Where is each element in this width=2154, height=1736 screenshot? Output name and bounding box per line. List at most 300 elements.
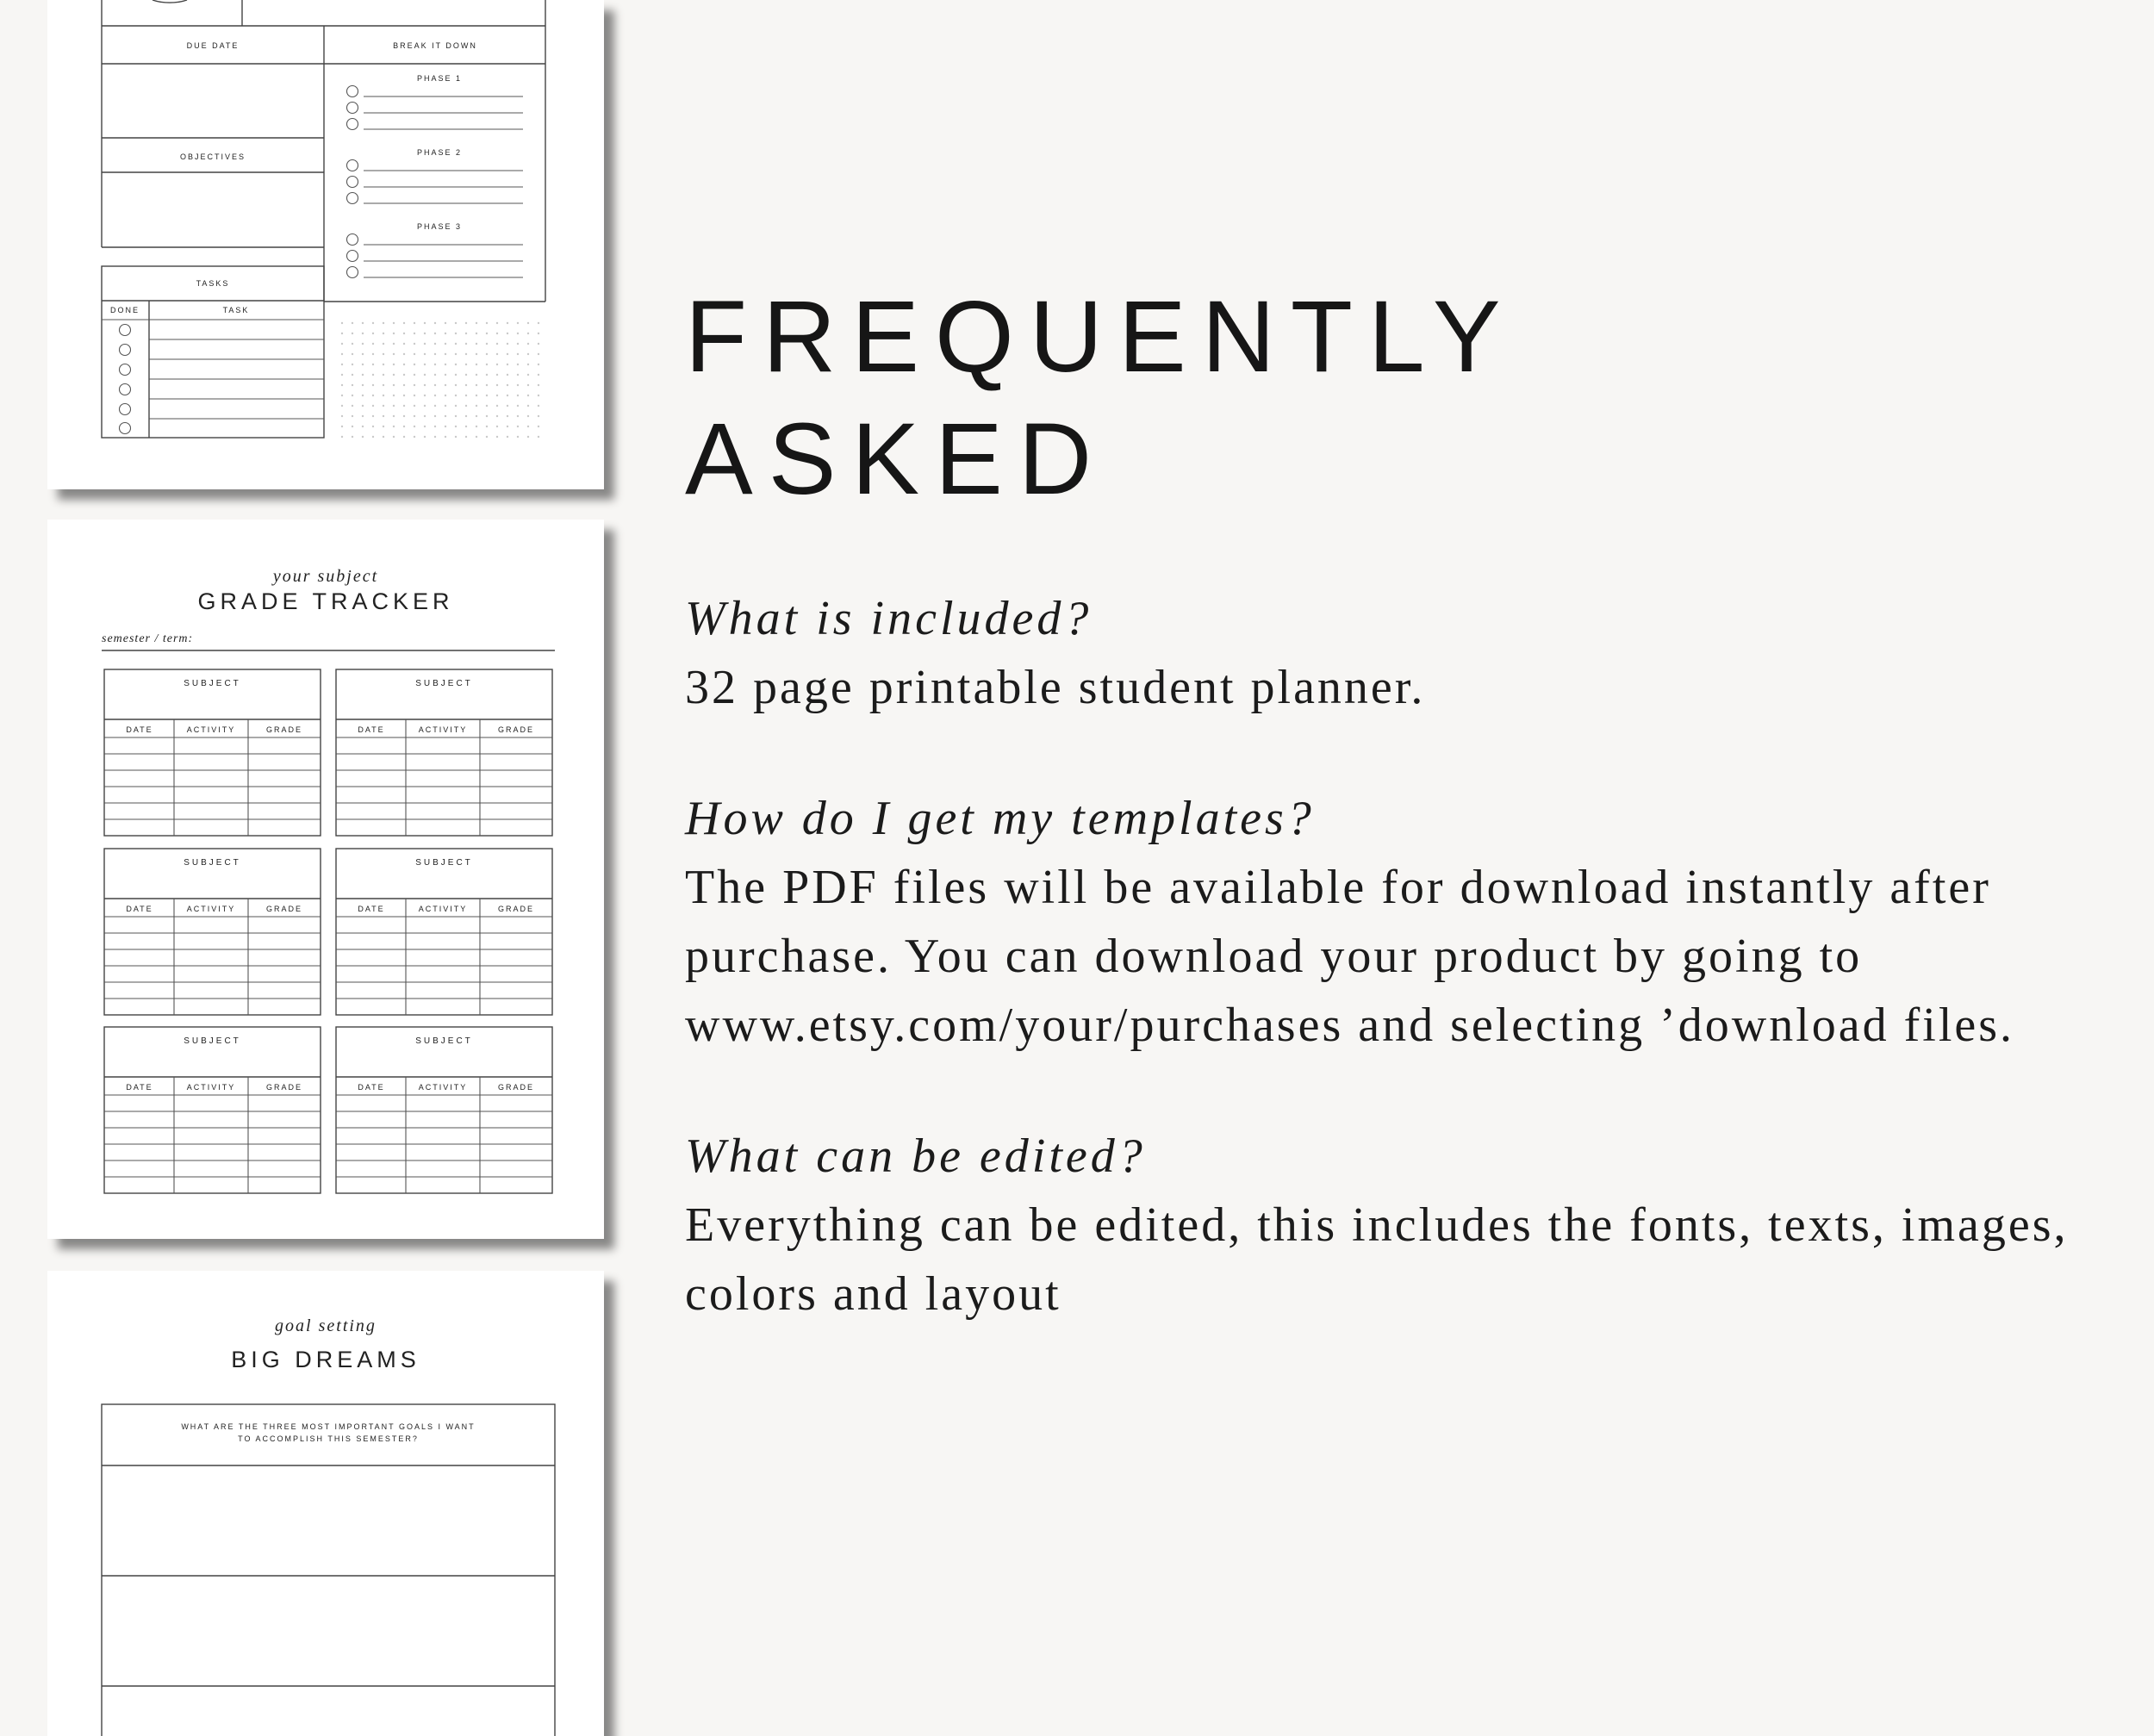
grid-dot — [465, 426, 467, 427]
grid-dot — [424, 322, 426, 324]
grid-dot — [507, 395, 508, 396]
grade-column-label: GRADE — [497, 905, 535, 913]
grid-dot — [496, 353, 498, 355]
grid-dot — [403, 353, 405, 355]
grid-dot — [517, 374, 519, 376]
grid-dot — [476, 343, 477, 345]
grid-dot — [527, 436, 529, 438]
grid-dot — [517, 333, 519, 334]
grid-dot — [352, 322, 353, 324]
activity-column-label: ACTIVITY — [186, 1083, 236, 1092]
grid-dot — [424, 364, 426, 365]
grid-dot — [403, 436, 405, 438]
grid-dot — [465, 384, 467, 386]
grade-column-label: GRADE — [265, 1083, 303, 1092]
grid-dot — [403, 343, 405, 345]
grid-dot — [538, 322, 539, 324]
grid-dot — [372, 322, 374, 324]
grade-column-label: GRADE — [265, 905, 303, 913]
grid-dot — [445, 405, 446, 407]
grid-dot — [538, 426, 539, 427]
grid-dot — [362, 405, 364, 407]
grid-dot — [393, 436, 395, 438]
goal-prompt-line-2: TO ACCOMPLISH THIS SEMESTER? — [238, 1434, 419, 1443]
grid-dot — [455, 364, 457, 365]
phase-3-label: PHASE 3 — [416, 222, 463, 231]
grid-dot — [455, 353, 457, 355]
grid-dot — [455, 426, 457, 427]
grid-dot — [445, 415, 446, 417]
grid-dot — [393, 343, 395, 345]
grid-dot — [476, 395, 477, 396]
grid-dot — [424, 343, 426, 345]
grid-dot — [445, 333, 446, 334]
grid-dot — [445, 395, 446, 396]
grid-dot — [362, 426, 364, 427]
grid-dot — [527, 364, 529, 365]
grid-dot — [424, 374, 426, 376]
grid-dot — [496, 384, 498, 386]
grid-dot — [424, 436, 426, 438]
grid-dot — [341, 405, 343, 407]
grid-dot — [527, 343, 529, 345]
grid-dot — [517, 364, 519, 365]
grid-dot — [496, 333, 498, 334]
subject-card — [104, 849, 321, 1015]
grid-dot — [414, 426, 415, 427]
grid-dot — [434, 436, 436, 438]
grid-dot — [393, 426, 395, 427]
grid-dot — [507, 343, 508, 345]
grid-dot — [455, 322, 457, 324]
grid-dot — [414, 353, 415, 355]
grid-dot — [496, 426, 498, 427]
grid-dot — [434, 364, 436, 365]
subject-label: SUBJECT — [184, 1036, 241, 1046]
grid-dot — [352, 364, 353, 365]
grid-dot — [383, 333, 384, 334]
grid-dot — [393, 333, 395, 334]
grade-tracker-title: GRADE TRACKER — [197, 588, 454, 614]
grid-dot — [341, 395, 343, 396]
grid-dot — [414, 405, 415, 407]
grid-dot — [465, 322, 467, 324]
grid-dot — [476, 405, 477, 407]
grid-dot — [486, 426, 488, 427]
logo-arc — [153, 0, 187, 3]
grid-dot — [372, 426, 374, 427]
grid-dot — [445, 322, 446, 324]
grid-dot — [476, 333, 477, 334]
grid-dot — [476, 384, 477, 386]
grid-dot — [476, 436, 477, 438]
grid-dot — [383, 426, 384, 427]
grid-dot — [465, 415, 467, 417]
grid-dot — [372, 343, 374, 345]
grid-dot — [486, 364, 488, 365]
grid-dot — [486, 436, 488, 438]
grid-dot — [403, 333, 405, 334]
date-column-label: DATE — [126, 1083, 153, 1092]
grid-dot — [424, 405, 426, 407]
grid-dot — [445, 426, 446, 427]
grid-dot — [362, 415, 364, 417]
grid-dot — [486, 395, 488, 396]
grid-dot — [527, 374, 529, 376]
grid-dot — [372, 374, 374, 376]
faq-heading — [685, 276, 2115, 520]
big-dreams-title: BIG DREAMS — [231, 1347, 420, 1372]
grid-dot — [507, 415, 508, 417]
grid-dot — [465, 374, 467, 376]
grid-dot — [414, 333, 415, 334]
grid-dot — [362, 333, 364, 334]
grid-dot — [538, 364, 539, 365]
subject-card — [336, 669, 552, 836]
grid-dot — [486, 405, 488, 407]
grid-dot — [424, 395, 426, 396]
grid-dot — [393, 364, 395, 365]
faq-item — [685, 584, 2115, 722]
grid-dot — [445, 384, 446, 386]
subject-card — [104, 669, 321, 836]
grid-dot — [538, 436, 539, 438]
subject-label: SUBJECT — [184, 858, 241, 868]
grid-dot — [414, 384, 415, 386]
date-column-label: DATE — [126, 905, 153, 913]
grid-dot — [341, 364, 343, 365]
grid-dot — [434, 395, 436, 396]
faq-list — [685, 584, 2115, 1328]
grid-dot — [486, 343, 488, 345]
done-label: DONE — [109, 306, 140, 314]
faq-heading-line-2: ASKED — [685, 402, 1108, 516]
break-it-down-label: BREAK IT DOWN — [393, 41, 477, 50]
grid-dot — [527, 405, 529, 407]
grid-dot — [403, 374, 405, 376]
grid-dot — [527, 395, 529, 396]
grid-dot — [465, 353, 467, 355]
faq-item — [685, 784, 2115, 1060]
grid-dot — [383, 343, 384, 345]
grid-dot — [403, 426, 405, 427]
grid-dot — [455, 405, 457, 407]
faq-item — [685, 1122, 2115, 1328]
grid-dot — [383, 436, 384, 438]
grid-dot — [507, 405, 508, 407]
grid-dot — [393, 322, 395, 324]
grid-dot — [445, 436, 446, 438]
grid-dot — [517, 405, 519, 407]
grid-dot — [341, 374, 343, 376]
grid-dot — [476, 426, 477, 427]
grid-dot — [372, 436, 374, 438]
grid-dot — [393, 384, 395, 386]
date-column-label: DATE — [358, 725, 385, 734]
grid-dot — [496, 322, 498, 324]
grid-dot — [393, 405, 395, 407]
grid-dot — [434, 426, 436, 427]
grid-dot — [341, 322, 343, 324]
grid-dot — [517, 395, 519, 396]
grid-dot — [383, 353, 384, 355]
date-column-label: DATE — [126, 725, 153, 734]
grid-dot — [517, 322, 519, 324]
grid-dot — [455, 395, 457, 396]
grid-dot — [372, 364, 374, 365]
date-column-label: DATE — [358, 1083, 385, 1092]
grade-tracker-subtitle: your subject — [272, 567, 379, 586]
planner-page-big-dreams — [47, 1271, 604, 1736]
grid-dot — [434, 343, 436, 345]
grid-dot — [424, 384, 426, 386]
grid-dot — [424, 426, 426, 427]
grid-dot — [455, 374, 457, 376]
grid-dot — [445, 374, 446, 376]
grid-dot — [424, 333, 426, 334]
grid-dot — [341, 333, 343, 334]
grid-dot — [517, 426, 519, 427]
grid-dot — [434, 405, 436, 407]
grid-dot — [383, 364, 384, 365]
activity-column-label: ACTIVITY — [186, 905, 236, 913]
subject-card — [336, 849, 552, 1015]
due-date-label: DUE DATE — [186, 41, 240, 50]
task-column-label: TASK — [222, 306, 250, 314]
grid-dot — [486, 333, 488, 334]
grid-dot — [476, 364, 477, 365]
grid-dot — [424, 353, 426, 355]
grade-column-label: GRADE — [497, 725, 535, 734]
grid-dot — [341, 343, 343, 345]
grid-dot — [372, 384, 374, 386]
activity-column-label: ACTIVITY — [186, 725, 236, 734]
grid-dot — [455, 384, 457, 386]
faq-question: How do I get my templates? — [685, 792, 1315, 845]
big-dreams-svg — [47, 1271, 604, 1736]
date-column-label: DATE — [358, 905, 385, 913]
grid-dot — [486, 374, 488, 376]
grid-dot — [527, 384, 529, 386]
objectives-label: OBJECTIVES — [179, 152, 246, 161]
grid-dot — [341, 415, 343, 417]
grid-dot — [352, 426, 353, 427]
grid-dot — [538, 415, 539, 417]
grid-dot — [414, 436, 415, 438]
grid-dot — [538, 343, 539, 345]
grid-dot — [538, 374, 539, 376]
grid-dot — [476, 415, 477, 417]
grid-dot — [455, 415, 457, 417]
grid-dot — [383, 415, 384, 417]
faq-answer: The PDF files will be available for download instantly after purchase. You can download your product by going to www.etsy.com/your/purchases and selecting ’download files. — [685, 861, 2015, 1052]
grid-dot — [352, 384, 353, 386]
subject-grid — [104, 669, 552, 1193]
grid-dot — [527, 333, 529, 334]
grid-dot — [507, 426, 508, 427]
grid-dot — [517, 415, 519, 417]
grid-dot — [362, 343, 364, 345]
activity-column-label: ACTIVITY — [418, 1083, 468, 1092]
grid-dot — [445, 343, 446, 345]
grid-dot — [403, 405, 405, 407]
grid-dot — [341, 353, 343, 355]
grid-dot — [507, 364, 508, 365]
grid-dot — [403, 415, 405, 417]
grid-dot — [362, 364, 364, 365]
grid-dot — [434, 374, 436, 376]
grid-dot — [434, 322, 436, 324]
grid-dot — [393, 374, 395, 376]
big-dreams-subtitle: goal setting — [275, 1316, 377, 1335]
grid-dot — [486, 415, 488, 417]
phase-2-label: PHASE 2 — [416, 148, 463, 157]
grid-dot — [527, 322, 529, 324]
grid-dot — [476, 353, 477, 355]
subject-label: SUBJECT — [415, 1036, 473, 1046]
grid-dot — [517, 343, 519, 345]
grid-dot — [372, 405, 374, 407]
grid-dot — [496, 436, 498, 438]
grid-dot — [414, 374, 415, 376]
grid-dot — [352, 436, 353, 438]
activity-column-label: ACTIVITY — [418, 905, 468, 913]
grade-tracker-svg — [47, 520, 604, 1239]
grid-dot — [372, 333, 374, 334]
grid-dot — [352, 353, 353, 355]
grid-dot — [496, 364, 498, 365]
grid-dot — [352, 333, 353, 334]
grid-dot — [486, 384, 488, 386]
grid-dot — [496, 405, 498, 407]
tasks-label: TASKS — [196, 279, 230, 288]
grid-dot — [383, 405, 384, 407]
grid-dot — [393, 415, 395, 417]
grid-dot — [517, 384, 519, 386]
grid-dot — [403, 395, 405, 396]
grid-dot — [496, 343, 498, 345]
grid-dot — [383, 384, 384, 386]
grid-dot — [362, 353, 364, 355]
grid-dot — [403, 322, 405, 324]
grid-dot — [372, 395, 374, 396]
grid-dot — [486, 353, 488, 355]
grid-dot — [362, 384, 364, 386]
grid-dot — [424, 415, 426, 417]
grid-dot — [538, 384, 539, 386]
grid-dot — [486, 322, 488, 324]
grid-dot — [383, 322, 384, 324]
grid-dot — [352, 374, 353, 376]
grid-dot — [538, 405, 539, 407]
faq-heading-line-1: FREQUENTLY — [685, 280, 1516, 394]
grid-dot — [465, 364, 467, 365]
faq-section — [685, 276, 2115, 1391]
faq-question: What can be edited? — [685, 1129, 1146, 1183]
subject-label: SUBJECT — [184, 679, 241, 688]
grid-dot — [507, 374, 508, 376]
grid-dot — [434, 333, 436, 334]
grid-dot — [455, 333, 457, 334]
grid-dot — [496, 395, 498, 396]
planner-page-grade-tracker — [47, 520, 604, 1239]
grid-dot — [465, 343, 467, 345]
grid-dot — [383, 395, 384, 396]
grid-dot — [341, 384, 343, 386]
grid-dot — [445, 353, 446, 355]
dot-grid — [341, 322, 539, 438]
faq-question: What is included? — [685, 592, 1093, 645]
grid-dot — [352, 395, 353, 396]
grid-dot — [362, 322, 364, 324]
grid-dot — [538, 333, 539, 334]
grid-dot — [414, 343, 415, 345]
grid-dot — [403, 364, 405, 365]
grid-dot — [517, 353, 519, 355]
grid-dot — [455, 436, 457, 438]
grid-dot — [352, 415, 353, 417]
grid-dot — [383, 374, 384, 376]
phase-1-label: PHASE 1 — [416, 74, 463, 83]
grid-dot — [455, 343, 457, 345]
grid-dot — [517, 436, 519, 438]
grid-dot — [403, 384, 405, 386]
goal-prompt-line-1: WHAT ARE THE THREE MOST IMPORTANT GOALS I WANT — [181, 1422, 476, 1431]
grid-dot — [507, 384, 508, 386]
grid-dot — [362, 374, 364, 376]
grid-dot — [538, 353, 539, 355]
grid-dot — [465, 333, 467, 334]
grid-dot — [496, 415, 498, 417]
semester-term-label: semester / term: — [102, 632, 194, 645]
grid-dot — [445, 364, 446, 365]
grid-dot — [527, 353, 529, 355]
project-planner-svg — [47, 0, 604, 489]
grid-dot — [434, 415, 436, 417]
faq-answer: Everything can be edited, this includes the fonts, texts, images, colors and layout — [685, 1198, 2069, 1321]
planner-page-project — [47, 0, 604, 489]
grid-dot — [507, 333, 508, 334]
subject-label: SUBJECT — [415, 679, 473, 688]
grid-dot — [434, 384, 436, 386]
grid-dot — [414, 322, 415, 324]
grid-dot — [372, 415, 374, 417]
grid-dot — [414, 364, 415, 365]
grid-dot — [507, 322, 508, 324]
grid-dot — [476, 322, 477, 324]
grid-dot — [465, 436, 467, 438]
grid-dot — [362, 436, 364, 438]
grid-dot — [352, 343, 353, 345]
grid-dot — [341, 436, 343, 438]
grid-dot — [507, 436, 508, 438]
grade-column-label: GRADE — [497, 1083, 535, 1092]
grid-dot — [496, 374, 498, 376]
grid-dot — [414, 395, 415, 396]
grid-dot — [352, 405, 353, 407]
grid-dot — [527, 426, 529, 427]
grid-dot — [476, 374, 477, 376]
grid-dot — [465, 405, 467, 407]
grid-dot — [393, 395, 395, 396]
activity-column-label: ACTIVITY — [418, 725, 468, 734]
subject-card — [104, 1027, 321, 1193]
grid-dot — [465, 395, 467, 396]
grid-dot — [341, 426, 343, 427]
subject-card — [336, 1027, 552, 1193]
grid-dot — [507, 353, 508, 355]
faq-answer: 32 page printable student planner. — [685, 661, 1426, 714]
